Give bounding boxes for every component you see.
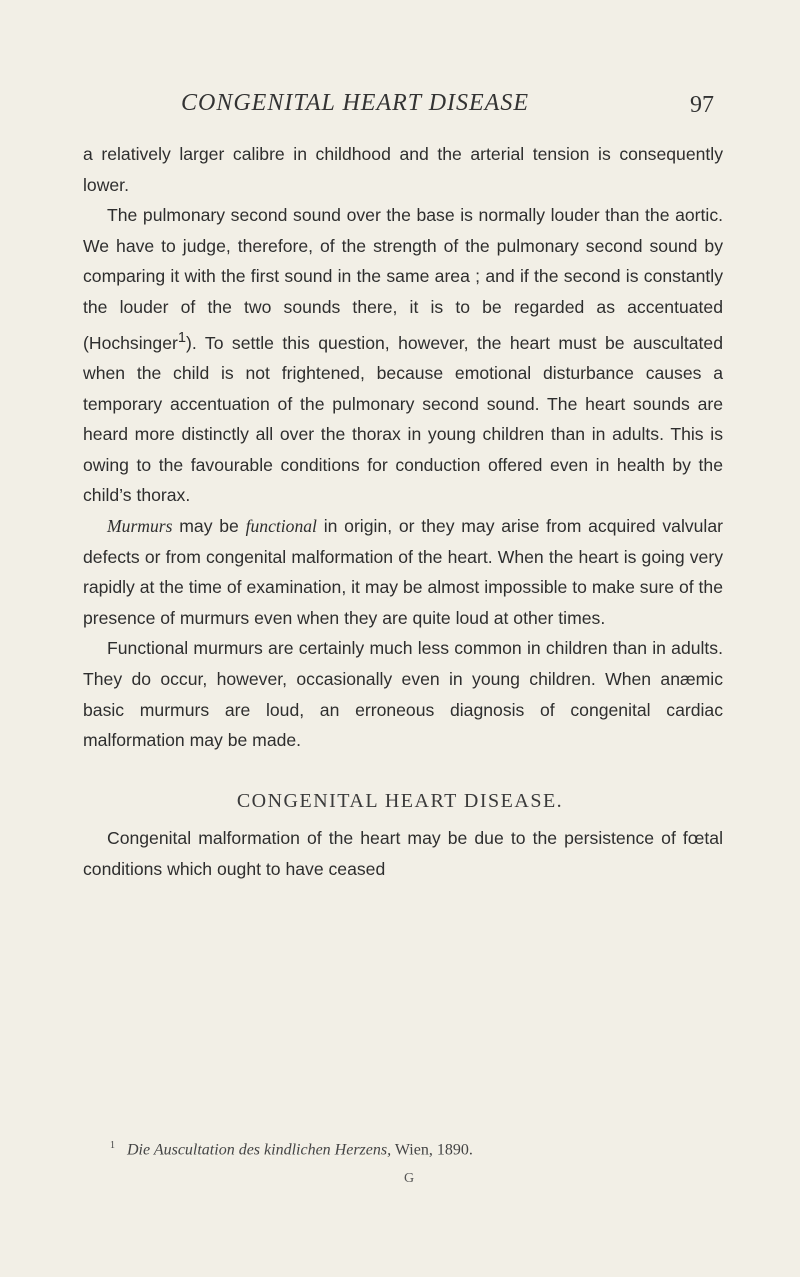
footnote-reference: 1 [177,329,187,346]
main-text [83,139,723,756]
footnote-title: Die Auscultation des kindlichen Herzens, [127,1141,392,1159]
paragraph-1: a relatively larger calibre in childhood and the arterial tension is consequently lower. [83,144,723,195]
section-text [83,823,723,884]
section-paragraph: Congenital malformation of the heart may be due to the persistence of fœtal conditions which ought to have ceased [83,828,723,879]
running-title: CONGENITAL HEART DISEASE [180,90,529,116]
paragraph-3 [83,511,723,633]
paragraph-3-mid: may be [172,515,246,536]
footnote-marker: 1 [110,1140,115,1151]
section-heading: CONGENITAL HEART DISEASE. [236,790,564,812]
footnote-rest: Wien, 1890. [391,1141,473,1159]
footnote [110,1140,750,1159]
functional-term: functional [245,515,317,536]
paragraph-2-end: ). To settle this question, however, the heart must be auscultated when the child is not frightened, because emotional disturbance causes a temporary accentuation of the pulmonary second sound. The heart sounds are heard more distinctly all over the thorax in young children than in adults. This is owing to the favourable conditions for conduction offered even in health by the child’s thorax. [83,332,723,506]
paragraph-2-text: The pulmonary second sound over the base is normally louder than the aortic. We have to judge, therefore, of the strength of the pulmonary second sound by comparing it with the first sound in the same area ; and if the second is constantly the louder of the two sounds there, it is to be regarded as accentuated (Hochsinger [83,205,723,353]
murmurs-term: Murmurs [107,515,173,536]
paragraph-2 [83,200,723,511]
paragraph-4: Functional murmurs are certainly much less common in children than in adults. They do occur, however, occasionally even in young children. When anæmic basic murmurs are loud, an erroneous diagnosis of congenital cardiac malformation may be made. [83,638,723,751]
page-number: 97 [690,92,714,118]
page-header [0,90,800,124]
paragraph-3-rest: in origin, or they may arise from acquired valvular defects or from congenital malformation of the heart. When the heart is going very rapidly at the time of examination, it may be almost impossible to make sure of the presence of murmurs even when they are quite loud at other times. [83,515,723,628]
signature-mark: G [404,1171,415,1186]
